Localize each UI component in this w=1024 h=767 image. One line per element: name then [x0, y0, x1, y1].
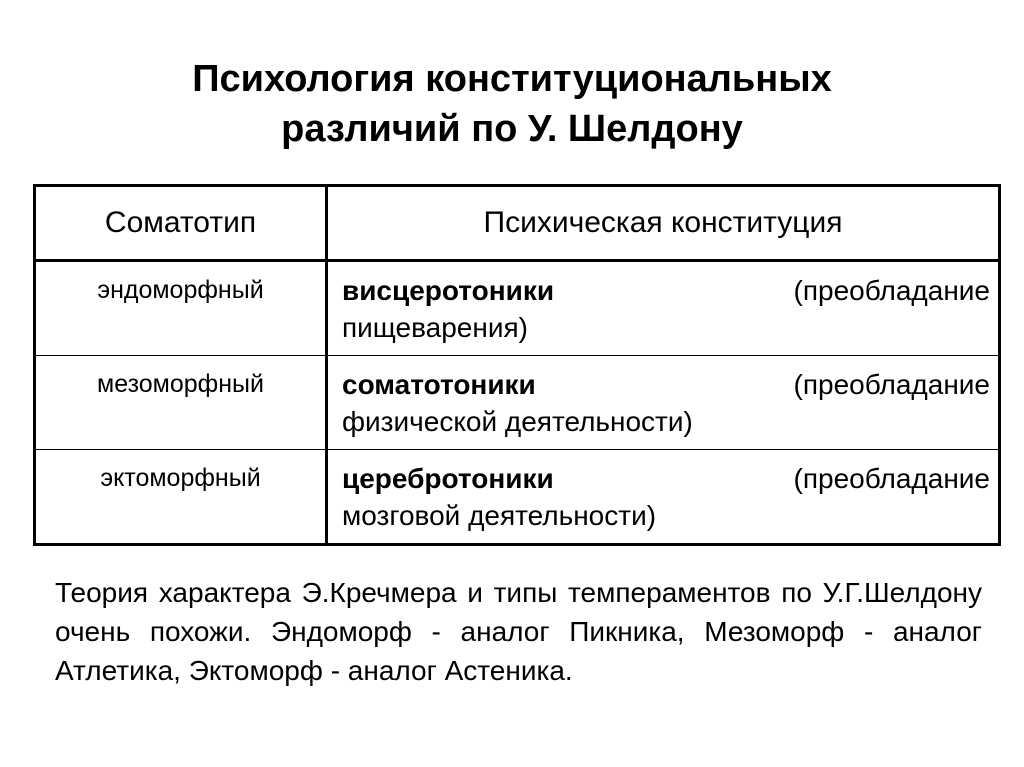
constitution-term: висцеротоники [342, 275, 555, 306]
slide-title [0, 54, 1024, 154]
somatotype-cell: мезоморфный [35, 356, 327, 450]
table-row [35, 356, 1000, 450]
constitution-cell [327, 356, 1000, 450]
constitution-term: соматотоники [342, 369, 536, 400]
constitution-cell [327, 450, 1000, 545]
constitution-line [342, 460, 990, 497]
constitution-paren-rest: физической деятельности) [342, 406, 693, 437]
title-line-2: различий по У. Шелдону [281, 108, 743, 150]
constitution-line [342, 272, 990, 309]
table-row [35, 450, 1000, 545]
note-paragraph: Теория характера Э.Кречмера и типы темпераментов по У.Г.Шелдону очень похожи. Эндоморф - аналог Пикника, Мезоморф - аналог Атлетика, Эктоморф - аналог Астеника. [55, 577, 982, 686]
table-header-row [35, 186, 1000, 261]
constitution-cell [327, 261, 1000, 356]
constitution-term: церебротоники [342, 463, 554, 494]
constitution-line [342, 366, 990, 403]
somatotype-cell: эндоморфный [35, 261, 327, 356]
constitution-paren-open: (преобладание [793, 463, 990, 494]
header-somatotype: Соматотип [35, 186, 327, 261]
table-row [35, 261, 1000, 356]
constitution-paren-rest: пищеварения) [342, 312, 528, 343]
sheldon-table [33, 184, 1001, 546]
somatotype-cell: эктоморфный [35, 450, 327, 545]
constitution-paren-open: (преобладание [793, 275, 990, 306]
constitution-paren-rest: мозговой деятельности) [342, 500, 657, 531]
header-constitution: Психическая конституция [327, 186, 1000, 261]
constitution-paren-open: (преобладание [793, 369, 990, 400]
title-line-1: Психология конституциональных [192, 58, 832, 100]
